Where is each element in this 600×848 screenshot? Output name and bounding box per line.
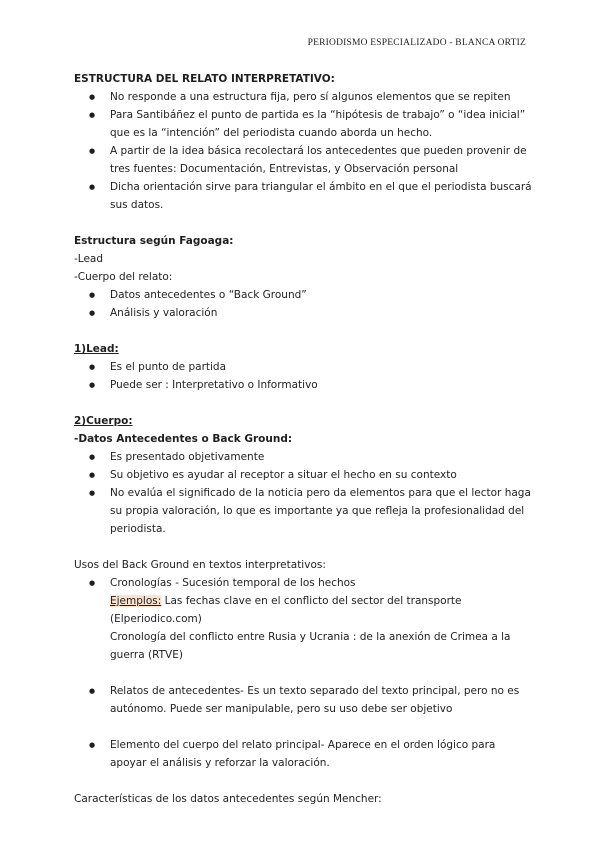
section-title-fagoaga: Estructura según Fagoaga: [74, 235, 234, 247]
list-item: ● Dicha orientación sirve para triangular el ámbito en el que el periodista buscará sus datos. [74, 178, 534, 214]
list-item: ● Su objetivo es ayudar al receptor a situar el hecho en su contexto [74, 466, 534, 484]
document-body [74, 70, 534, 808]
list-item-elemento: ● Elemento del cuerpo del relato principal- Aparece en el orden lógico para apoyar el análisis y reforzar la valoración. [74, 736, 534, 772]
usos-intro: Usos del Back Ground en textos interpretativos: [74, 559, 326, 571]
usos-list-3 [74, 736, 534, 772]
ejemplos-label: Ejemplos: [110, 595, 162, 607]
lead-list [74, 358, 534, 394]
fagoaga-cuerpo: -Cuerpo del relato: [74, 271, 173, 283]
list-item-relatos: ● Relatos de antecedentes- Es un texto separado del texto principal, pero no es autónomo. Puede ser manipulable, pero su uso debe ser objetivo [74, 682, 534, 718]
usos-list [74, 574, 534, 664]
estructura-list [74, 88, 534, 214]
cronologias-text: Cronologías - Sucesión temporal de los hechos [110, 577, 356, 589]
ejemplo-2: Cronología del conflicto entre Rusia y Ucrania : de la anexión de Crimea a la guerra (RTVE) [110, 631, 511, 661]
ejemplo-1: Las fechas clave en el conflicto del sector del transporte (Elperiodico.com) [110, 595, 462, 625]
list-item: ● Puede ser : Interpretativo o Informativo [74, 376, 534, 394]
cuerpo-list [74, 448, 534, 538]
caracteristicas-heading: Características de los datos antecedentes según Mencher: [74, 793, 382, 805]
list-item-cronologias [74, 574, 534, 664]
section-title-cuerpo: 2)Cuerpo: [74, 415, 133, 427]
list-item: ● Datos antecedentes o “Back Ground” [74, 286, 534, 304]
list-item: ● Es el punto de partida [74, 358, 534, 376]
list-item: ● Es presentado objetivamente [74, 448, 534, 466]
fagoaga-list [74, 286, 534, 322]
list-item: ● Análisis y valoración [74, 304, 534, 322]
list-item: ● A partir de la idea básica recolectará los antecedentes que pueden provenir de tres fuentes: Documentación, Entrevistas, y Observación personal [74, 142, 534, 178]
section-title-lead: 1)Lead: [74, 343, 119, 355]
section-subtitle-antecedentes: -Datos Antecedentes o Back Ground: [74, 433, 293, 445]
list-item: ● No responde a una estructura fija, pero sí algunos elementos que se repiten [74, 88, 534, 106]
fagoaga-lead: -Lead [74, 253, 104, 265]
usos-list-2 [74, 682, 534, 718]
page-header: PERIODISMO ESPECIALIZADO - BLANCA ORTIZ [307, 38, 526, 48]
list-item: ● Para Santibáñez el punto de partida es la “hipótesis de trabajo” o “idea inicial” que es la “intención” del periodista cuando aborda un hecho. [74, 106, 534, 142]
section-title-estructura: ESTRUCTURA DEL RELATO INTERPRETATIVO: [74, 73, 335, 85]
list-item: ● No evalúa el significado de la noticia pero da elementos para que el lector haga su propia valoración, lo que es importante ya que refleja la profesionalidad del periodista. [74, 484, 534, 538]
